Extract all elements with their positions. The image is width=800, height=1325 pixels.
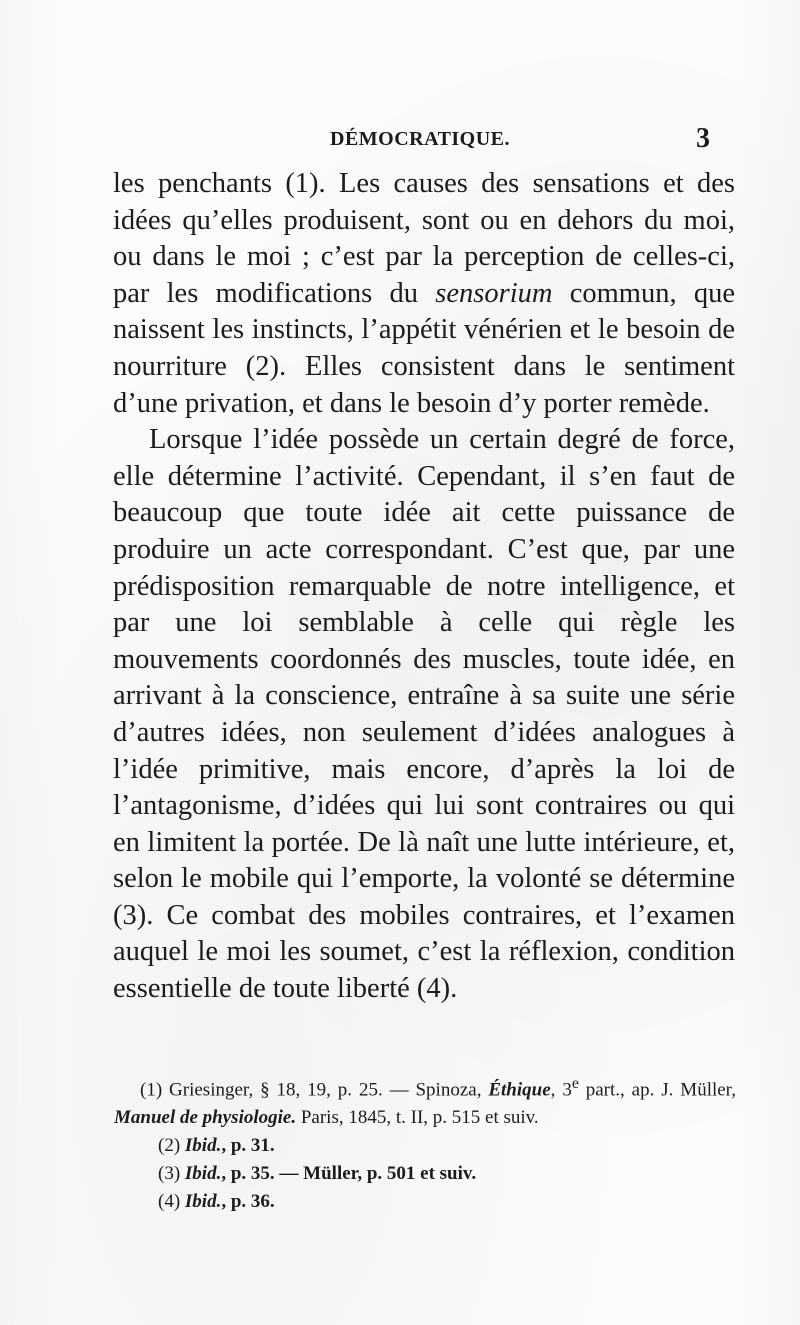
footnote-2-ref: Ibid. — [184, 1135, 222, 1157]
footnote-1-superscript: e — [571, 1075, 579, 1092]
footnote-3-number: (3) — [158, 1163, 181, 1185]
footnote-1-book-title: Manuel de physiologie. — [114, 1107, 297, 1129]
paragraph-1 — [113, 166, 735, 422]
paragraph-1-text-a: les penchants (1). Les causes des sensations et des idées qu’elles produisent, sont ou en dehors du moi, ou dans le moi ; c’est par la perception de celles-ci, par les modifications du — [113, 168, 735, 309]
footnote-1-text-d: Paris, 1845, t. II, p. 515 et suiv. — [296, 1107, 539, 1129]
paragraph-1-italic-term: sensorium — [435, 277, 553, 309]
footnote-1-title: Éthique — [488, 1079, 551, 1101]
running-title: DÉMOCRATIQUE. — [330, 128, 511, 150]
footnote-1-text-b: , 3 — [550, 1079, 572, 1101]
footnote-4-number: (4) — [158, 1191, 181, 1213]
paragraph-1-text-b: commun, que naissent les instincts, l’appétit vénérien et le besoin de nourriture (2). Elles consistent dans le sentiment d’une privation, et dans le besoin d’y porter remède. — [113, 277, 736, 419]
footnote-4-rest: , p. 36. — [221, 1191, 275, 1213]
footnote-2-rest: , p. 31. — [221, 1135, 275, 1157]
footnote-2 — [130, 1132, 736, 1160]
body-text — [113, 166, 735, 1008]
footnote-3-rest: , p. 35. — Müller, p. 501 et suiv. — [221, 1163, 477, 1185]
footnote-1-text-a: (1) Griesinger, § 18, 19, p. 25. — Spinoza, — [140, 1079, 489, 1101]
footnote-4 — [130, 1188, 736, 1216]
footnote-1-text-c: part., ap. J. Müller, — [578, 1079, 737, 1101]
paragraph-2: Lorsque l’idée possède un certain degré de force, elle détermine l’activité. Cependant, il s’en faut de beaucoup que toute idée ait cette puissance de produire un acte correspondant. C’est que, par une prédisposition remarquable de notre intelligence, et par une loi semblable à celle qui règle les mouvements coordonnés des muscles, toute idée, en arrivant à la conscience, entraîne à sa suite une série d’autres idées, non seulement d’idées analogues à l’idée primitive, mais encore, d’après la loi de l’antagonisme, d’idées qui lui sont contraires ou qui en limitent la portée. De là naît une lutte intérieure, et, selon le mobile qui l’emporte, la volonté se détermine (3). Ce combat des mobiles contraires, et l’examen auquel le moi les soumet, c’est la réflexion, condition essentielle de toute liberté (4). — [113, 424, 735, 1005]
page-number: 3 — [696, 123, 710, 154]
footnote-3 — [130, 1160, 736, 1188]
footnote-4-ref: Ibid. — [184, 1191, 222, 1213]
footnote-2-number: (2) — [158, 1135, 181, 1157]
footnotes — [114, 1070, 737, 1216]
footnote-3-ref: Ibid. — [184, 1163, 222, 1185]
footnote-1 — [114, 1070, 736, 1132]
